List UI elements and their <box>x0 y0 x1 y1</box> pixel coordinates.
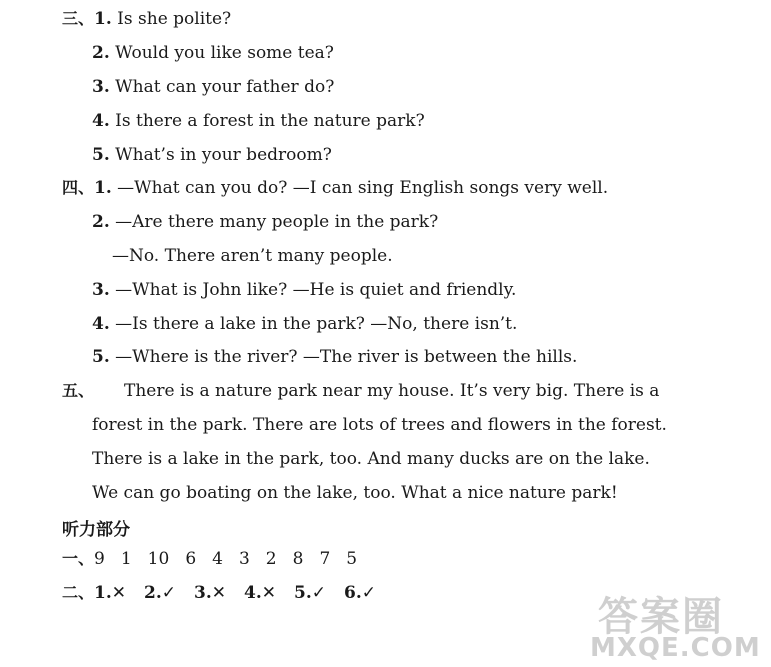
item-text: Is there a forest in the nature park? <box>115 111 425 131</box>
part1-label: 一、 <box>62 549 95 568</box>
section4-item-2 <box>92 211 438 233</box>
section3-label: 三、 <box>62 9 95 28</box>
answer-number: 6 <box>185 549 197 569</box>
item-text: —Where is the river? —The river is between the hills. <box>115 347 578 367</box>
item-number: 3. <box>194 583 212 603</box>
cross-mark-icon: ✕ <box>111 583 127 603</box>
answer-number: 10 <box>147 549 170 569</box>
section4-item-4 <box>92 313 517 335</box>
item-number: 2. <box>144 583 162 603</box>
watermark-text-bottom: MXQE.COM <box>590 633 761 663</box>
part2-label: 二、 <box>62 583 95 602</box>
item-text: —What is John like? —He is quiet and friendly. <box>115 280 517 300</box>
section4-item-3 <box>92 279 516 301</box>
item-number: 1. <box>94 583 112 603</box>
cross-mark-icon: ✕ <box>261 583 277 603</box>
item-number: 4. <box>92 111 110 131</box>
check-mark-icon: ✓ <box>161 583 177 603</box>
item-number: 1. <box>94 9 112 29</box>
section3-item-1 <box>62 8 231 30</box>
item-number: 5. <box>92 145 110 165</box>
item-number: 3. <box>92 280 110 300</box>
judgement-item-4 <box>244 582 276 604</box>
item-number: 6. <box>344 583 362 603</box>
answer-number: 2 <box>265 549 277 569</box>
item-text: —What can you do? —I can sing English songs very well. <box>117 178 609 198</box>
paragraph-text: forest in the park. There are lots of trees and flowers in the forest. <box>92 415 667 435</box>
judgement-item-6 <box>344 582 376 604</box>
section5-label: 五、 <box>62 381 95 400</box>
watermark-text-top: 答案圈 <box>598 594 724 640</box>
watermark-logo <box>590 585 770 665</box>
listening-title: 听力部分 <box>62 520 130 540</box>
item-number: 4. <box>244 583 262 603</box>
answer-number: 4 <box>212 549 223 569</box>
judgement-item-5 <box>294 582 326 604</box>
judgement-item-2 <box>144 582 176 604</box>
item-text: What’s in your bedroom? <box>115 145 332 165</box>
item-number: 3. <box>92 77 110 97</box>
check-mark-icon: ✓ <box>361 583 377 603</box>
listening-part2 <box>62 582 394 604</box>
check-mark-icon: ✓ <box>311 583 327 603</box>
section5-line-3 <box>92 448 650 470</box>
section4-item-1 <box>62 177 608 199</box>
paragraph-text: There is a lake in the park, too. And many ducks are on the lake. <box>92 449 650 469</box>
item-number: 2. <box>92 212 110 232</box>
item-text: —Is there a lake in the park? —No, there isn’t. <box>115 314 518 334</box>
answer-number: 3 <box>238 549 250 569</box>
item-number: 5. <box>92 347 110 367</box>
answer-number: 9 <box>94 549 105 569</box>
section5-line-2 <box>92 414 667 436</box>
item-number: 1. <box>94 178 112 198</box>
item-text: —No. There aren’t many people. <box>112 246 393 266</box>
item-number: 5. <box>294 583 312 603</box>
item-number: 2. <box>92 43 110 63</box>
section5-line-4 <box>92 482 618 504</box>
item-text: Is she polite? <box>117 9 232 29</box>
section5-line-1 <box>62 380 659 402</box>
item-number: 4. <box>92 314 110 334</box>
section4-item-2-answer <box>112 245 393 267</box>
listening-part1 <box>62 548 373 570</box>
answer-number: 7 <box>319 549 331 569</box>
answer-number: 8 <box>292 549 304 569</box>
section3-item-2 <box>92 42 334 64</box>
item-text: —Are there many people in the park? <box>115 212 439 232</box>
section3-item-3 <box>92 76 334 98</box>
item-text: What can your father do? <box>115 77 335 97</box>
judgement-item-3 <box>194 582 226 604</box>
answer-number: 1 <box>120 549 132 569</box>
section3-item-5 <box>92 144 332 166</box>
section4-label: 四、 <box>62 178 95 197</box>
cross-mark-icon: ✕ <box>211 583 227 603</box>
item-text: Would you like some tea? <box>115 43 334 63</box>
judgement-item-1 <box>94 582 126 604</box>
section4-item-5 <box>92 346 577 368</box>
paragraph-text: We can go boating on the lake, too. What a nice nature park! <box>92 483 618 503</box>
paragraph-text: There is a nature park near my house. It’s very big. There is a <box>124 381 660 401</box>
answer-number: 5 <box>346 549 358 569</box>
section3-item-4 <box>92 110 425 132</box>
